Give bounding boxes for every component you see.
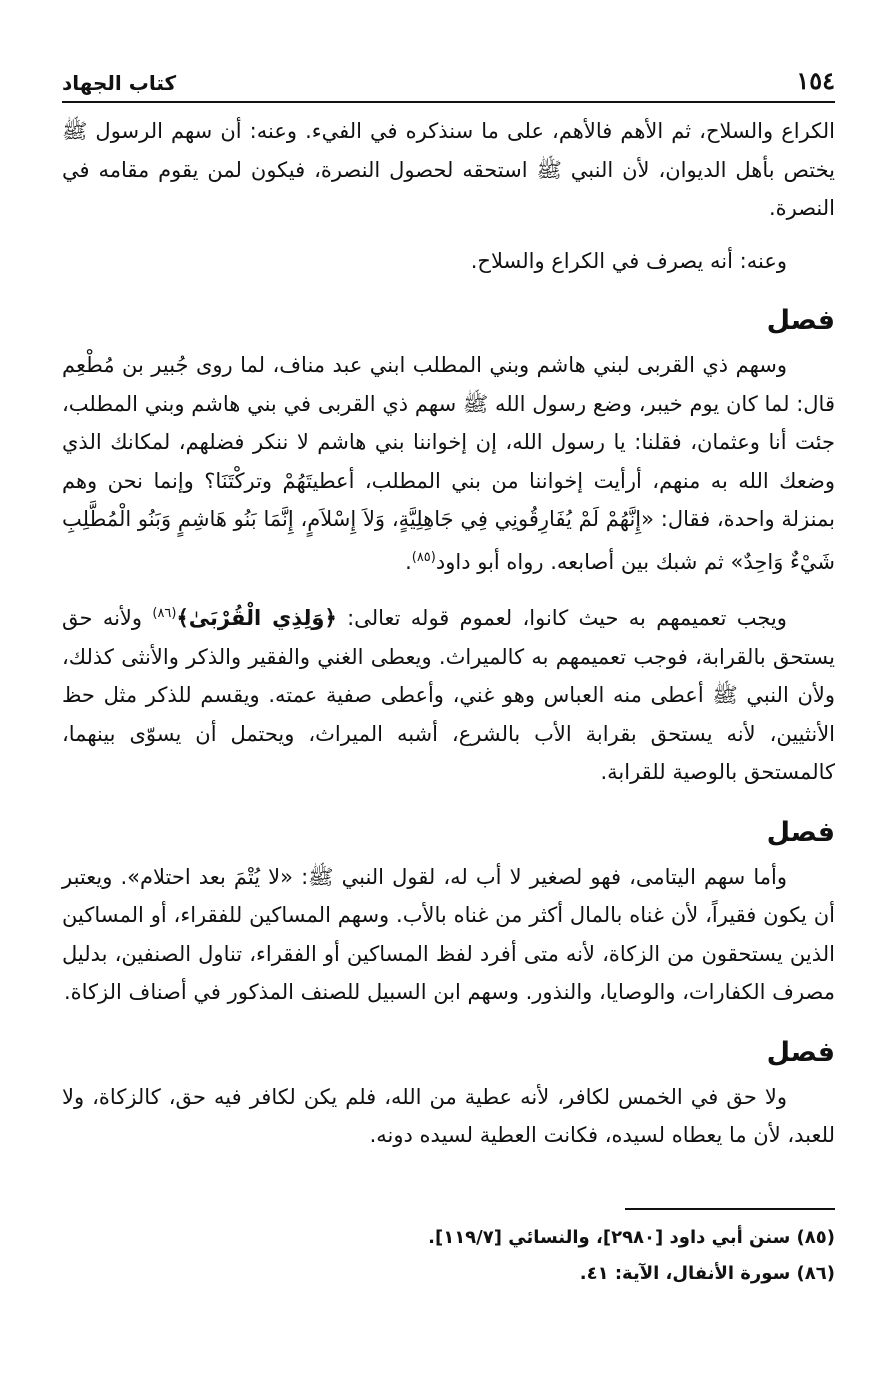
paragraph-5: وأما سهم اليتامى، فهو لصغير لا أب له، لقول النبي ﷺ: «لا يُتْمَ بعد احتلام». ويعتبر أن يكون فقيراً، لأن غناه بالمال أكثر من غناه بالأب. وسهم المساكين للفقراء، أو المساكين الذين يستحقون من الزكاة، لأنه متى أفرد لفظ المساكين أو الفقراء، تناول الصنفين، بدليل مصرف الكفارات، والوصايا، والنذور. وسهم ابن السبيل للصنف المذكور في أصناف الزكاة.: [62, 864, 835, 1004]
footnote-86: (٨٦) سورة الأنفال، الآية: ٤١.: [579, 1263, 835, 1284]
paragraph-4: [62, 595, 835, 792]
paragraph-4-rest: ولأنه حق يستحق بالقرابة، فوجب تعميمهم به كالميراث. ويعطى الغني والفقير والذكر والأنثى كذلك، ولأن النبي ﷺ أعطى منه العباس وهو غني، وأعطى صفية عمته. ويقسم للذكر مثل حظ الأنثيين، لأنه يستحق بقرابة الأب بالشرع، أشبه الميراث، ويحتمل أن يسوّى بينهما، كالمستحق بالوصية للقرابة.: [62, 606, 835, 784]
footnotes: [62, 1208, 835, 1292]
paragraph-3-end: .: [405, 549, 412, 574]
paragraph-6: ولا حق في الخمس لكافر، لأنه عطية من الله، فلم يكن لكافر فيه حق، كالزكاة، ولا للعبد، لأن ما يعطاه لسيده، فكانت العطية لسيده دونه.: [62, 1084, 835, 1147]
paragraph-4-start: ويجب تعميمهم به حيث كانوا، لعموم قوله تعالى:: [347, 606, 787, 630]
paragraph-3: [62, 346, 835, 581]
paragraph-3-text: وسهم ذي القربى لبني هاشم وبني المطلب ابني عبد مناف، لما روى جُبير بن مُطْعِم قال: لما كان يوم خيبر، وضع رسول الله ﷺ سهم ذي القربى في بني هاشم وبني المطلب، جئت أنا وعثمان، فقلنا: يا رسول الله، إن إخواننا بني هاشم لا ننكر فضلهم، لمكانك الذي وضعك الله به منهم، أرأيت إخواننا من بني المطلب، أعطيتَهُمْ وتركْتَنَا؟ وإنما نحن وهم بمنزلة واحدة، فقال: «إِنَّهُمْ لَمْ يُفَارِقُونِي فِي جَاهِلِيَّةٍ، وَلاَ إِسْلاَمٍ، إِنَّمَا بَنُو هَاشِمٍ وَبَنُو الْمُطَّلِبِ شَيْءٌ وَاحِدٌ» ثم شبك بين أصابعه. رواه أبو داود: [62, 353, 835, 574]
section-heading-1: فصل: [766, 305, 835, 336]
section-heading-3: فصل: [766, 1036, 835, 1068]
footnote-ref-85: (٨٥): [411, 549, 436, 565]
running-title: كتاب الجهاد: [62, 71, 177, 95]
footnote-divider: [625, 1208, 835, 1210]
footnote-ref-86: (٨٦): [152, 606, 177, 621]
paragraph-2: وعنه: أنه يصرف في الكراع والسلاح.: [470, 248, 787, 273]
paragraph-1: الكراع والسلاح، ثم الأهم فالأهم، على ما سنذكره في الفيء. وعنه: أن سهم الرسول ﷺ يختص بأهل الديوان، لأن النبي ﷺ استحقه لحصول النصرة، فيكون لمن يقوم مقامه في النصرة.: [62, 119, 835, 220]
main-text: [62, 112, 835, 1155]
footnote-85: (٨٥) سنن أبي داود [٢٩٨٠]، والنسائي [١١٩/٧].: [428, 1227, 835, 1248]
page-number: ١٥٤: [796, 66, 835, 95]
page-header: [62, 55, 835, 103]
quran-quote: ﴿وَلِذِي الْقُرْبَىٰ﴾: [176, 606, 337, 630]
section-heading-2: فصل: [766, 816, 835, 848]
